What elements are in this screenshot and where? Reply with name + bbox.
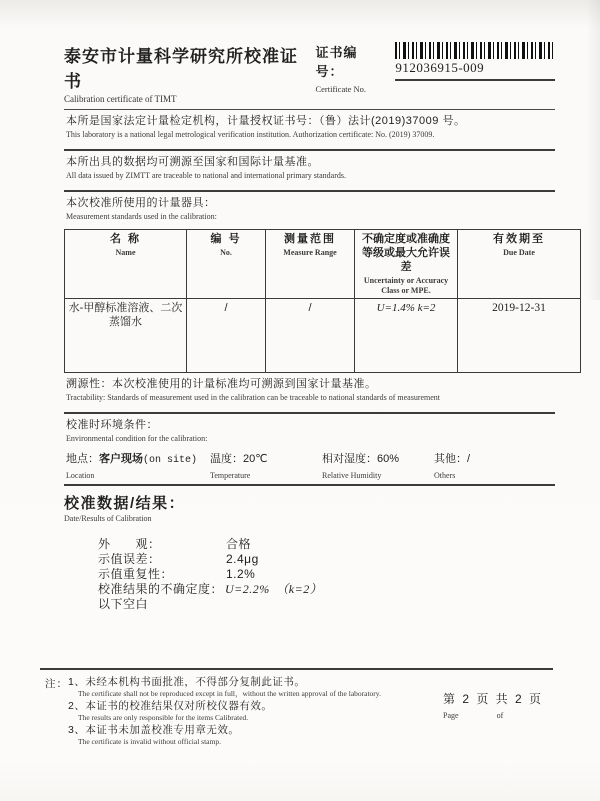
environment-others-label-en: Others xyxy=(434,471,456,480)
standards-used-heading-cn: 本次校准所使用的计量器具： xyxy=(66,197,216,209)
barcode-block xyxy=(395,42,555,81)
column-header-no-cn: 编 号 xyxy=(210,233,242,245)
column-header-uncertainty xyxy=(355,230,458,299)
column-header-name-en: Name xyxy=(115,248,136,257)
table-header-row xyxy=(65,230,581,299)
footer-divider xyxy=(40,668,553,670)
cell-standard-due xyxy=(458,299,581,373)
standards-used-heading-en: Measurement standards used in the calibration: xyxy=(66,212,217,221)
note-3-en: The certificate is invalid without official stamp. xyxy=(78,737,221,746)
results-heading-en: Date/Results of Calibration xyxy=(64,514,152,523)
traceable-statement-en: All data issued by ZIMTT are traceable to national and international primary standards. xyxy=(66,171,346,180)
environment-others-value: 其他：/ xyxy=(434,453,471,465)
footer-notes xyxy=(45,676,445,748)
uncertainty-value: U=1.4% k=2 xyxy=(376,302,436,314)
page-number-block xyxy=(443,690,543,720)
environment-temperature-label-en: Temperature xyxy=(210,471,251,480)
result-uncertainty-label: 校准结果的不确定度： xyxy=(98,582,224,596)
environment-location-value: 地点：客户现场(on site) xyxy=(66,453,198,466)
certificate-number-label-english: Certificate No. xyxy=(315,84,366,94)
result-repeatability-value: 1.2% xyxy=(226,567,256,581)
column-header-no xyxy=(187,230,266,299)
environment-temperature xyxy=(210,450,322,480)
certificate-number-block xyxy=(315,42,555,94)
environment-location-label-en: Location xyxy=(66,471,95,480)
note-2-en: The results are only responsible for the items Calibrated. xyxy=(78,713,249,722)
column-header-due-en: Due Date xyxy=(503,248,535,257)
column-header-due xyxy=(458,230,581,299)
column-header-uncertainty-en: Uncertainty or Accuracy Class or MPE. xyxy=(363,276,449,295)
column-header-range xyxy=(266,230,355,299)
authorization-statement-en: This laboratory is a national legal metrological verification institution. Authorization certificate: No. (2019) 37009. xyxy=(66,130,435,139)
result-appearance-value: 合格 xyxy=(226,537,252,551)
note-2-cn: 2、本证书的校准结果仅对所校仪器有效。 xyxy=(68,700,273,712)
certificate-number-labels xyxy=(315,42,385,94)
traceability-en: Tractability: Standards of measurement used in the calibration can be traceable to national standards of measurement xyxy=(66,393,441,402)
column-header-name xyxy=(65,230,187,299)
certificate-header xyxy=(64,42,555,104)
environment-humidity xyxy=(322,450,434,480)
result-repeatability xyxy=(98,567,555,582)
column-header-name-cn: 名 称 xyxy=(109,233,142,245)
title-block xyxy=(64,42,315,104)
due-date-value: 2019-12-31 xyxy=(492,302,546,314)
barcode-image xyxy=(395,42,553,59)
notes-label: 注： xyxy=(45,678,68,690)
results-list xyxy=(98,537,555,612)
result-repeatability-label: 示值重复性： xyxy=(98,567,174,581)
authorization-statement-cn: 本所是国家法定计量检定机构，计量授权证书号：（鲁）法计(2019)37009 号。 xyxy=(66,115,466,127)
result-blank-below xyxy=(98,597,555,612)
environment-values-row xyxy=(64,450,555,480)
note-3-cn: 3、本证书未加盖校准专用章无效。 xyxy=(68,724,240,736)
certificate-number-value: 912036915-009 xyxy=(395,60,555,81)
traceable-statement xyxy=(64,151,555,185)
environment-location xyxy=(66,450,210,480)
environment-temperature-value: 温度：20℃ xyxy=(210,453,268,465)
results-heading: 校准数据/结果： xyxy=(64,495,186,512)
divider-4 xyxy=(64,484,555,486)
page-number-cn: 第 2 页 共 2 页 xyxy=(443,692,544,706)
cell-standard-uncertainty xyxy=(355,299,458,373)
traceable-statement-cn: 本所出具的数据均可溯源至国家和国际计量基准。 xyxy=(66,156,319,168)
note-1-cn: 1、未经本机构书面批准，不得部分复制此证书。 xyxy=(68,676,306,688)
result-indication-error-label: 示值误差： xyxy=(98,552,161,566)
result-appearance-label: 外 观： xyxy=(98,537,161,551)
environment-humidity-label-en: Relative Humidity xyxy=(322,471,382,480)
column-header-range-cn: 测量范围 xyxy=(284,233,336,245)
result-appearance xyxy=(98,537,555,552)
table-row xyxy=(65,299,581,373)
column-header-uncertainty-cn: 不确定度或准确度等级或最大允许误差 xyxy=(362,233,450,273)
column-header-due-cn: 有效期至 xyxy=(493,233,545,245)
page-title: 泰安市计量科学研究所校准证书 xyxy=(64,47,298,91)
page-number-en xyxy=(443,711,543,720)
traceability-statement xyxy=(64,373,555,407)
note-1-en: The certificate shall not be reproduced except in full，without the written approval of the laboratory. xyxy=(78,689,381,698)
environment-heading xyxy=(64,414,555,444)
page-title-english: Calibration certificate of TIMT xyxy=(64,94,177,104)
certificate-number-label: 证书编号： xyxy=(315,45,358,79)
column-header-no-en: No. xyxy=(220,248,232,257)
result-uncertainty-value: U=2.2% （k=2） xyxy=(225,582,323,596)
result-indication-error-value: 2.4μg xyxy=(226,552,259,566)
result-blank-below-label: 以下空白 xyxy=(98,597,149,611)
environment-heading-en: Environmental condition for the calibration: xyxy=(66,434,208,443)
cell-standard-range: / xyxy=(266,299,355,373)
of-word: of xyxy=(496,711,504,720)
notes-list xyxy=(68,676,381,748)
authorization-statement xyxy=(64,110,555,144)
environment-humidity-value: 相对湿度：60% xyxy=(322,453,400,465)
column-header-range-en: Measure Range xyxy=(283,248,337,257)
result-indication-error xyxy=(98,552,555,567)
traceability-cn: 溯源性：本次校准使用的计量标准均可溯源到国家计量基准。 xyxy=(66,378,377,390)
standards-used-heading xyxy=(64,192,555,226)
measurement-standards-table xyxy=(64,229,581,373)
cell-standard-no: / xyxy=(187,299,266,373)
result-uncertainty xyxy=(98,582,555,597)
environment-others xyxy=(434,450,555,480)
page-word: Page xyxy=(443,711,459,720)
cell-standard-name: 水-甲醇标准溶液、二次蒸馏水 xyxy=(65,299,187,373)
environment-heading-cn: 校准时环境条件： xyxy=(66,419,158,431)
